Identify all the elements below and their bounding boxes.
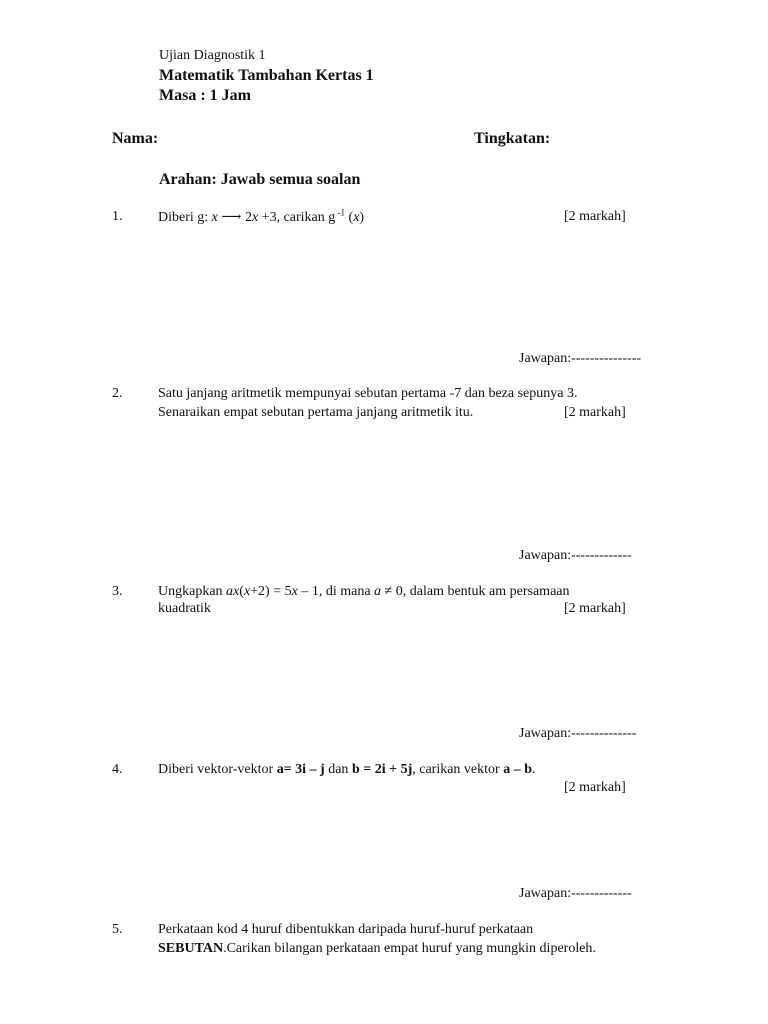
question-4-answer: Jawapan:------------- xyxy=(519,886,632,901)
question-1-marks: [2 markah] xyxy=(564,209,626,224)
question-1-answer: Jawapan:--------------- xyxy=(519,351,642,366)
question-1-text: Diberi g: x ⟶ 2x +3, carikan g $^{-1}$ (x) xyxy=(158,207,365,225)
subject-paper: Matematik Tambahan Kertas 1 xyxy=(159,67,374,84)
instruction: Arahan: Jawab semua soalan xyxy=(159,171,361,188)
question-2-line-1: Satu janjang aritmetik mempunyai sebutan pertama -7 dan beza sepunya 3. xyxy=(158,386,578,401)
question-5-line-1: Perkataan kod 4 huruf dibentukkan daripada huruf-huruf perkataan xyxy=(158,922,534,937)
question-2-line-2: Senaraikan empat sebutan pertama janjang aritmetik itu. xyxy=(158,405,474,420)
question-2-answer: Jawapan:------------- xyxy=(519,548,632,563)
question-3-number: 3. xyxy=(112,584,123,599)
question-2-marks: [2 markah] xyxy=(564,405,626,420)
question-3-answer: Jawapan:-------------- xyxy=(519,726,637,741)
name-label: Nama: xyxy=(112,130,159,147)
question-4-marks: [2 markah] xyxy=(564,780,626,795)
duration: Masa : 1 Jam xyxy=(159,87,251,104)
question-4-text: Diberi vektor-vektor a= 3i – j dan b = 2i + 5j, carikan vektor a – b. xyxy=(158,762,536,777)
question-3-line-1: Ungkapkan ax(x+2) = 5x – 1, di mana a ≠ 0, dalam bentuk am persamaan xyxy=(158,584,570,599)
question-3-marks: [2 markah] xyxy=(564,601,626,616)
question-5-number: 5. xyxy=(112,922,123,937)
question-5-line-2: SEBUTAN.Carikan bilangan perkataan empat huruf yang mungkin diperoleh. xyxy=(158,941,596,956)
test-title: Ujian Diagnostik 1 xyxy=(159,48,266,63)
question-1-number: 1. xyxy=(112,209,123,224)
question-4-number: 4. xyxy=(112,762,123,777)
question-2-number: 2. xyxy=(112,386,123,401)
question-3-line-2: kuadratik xyxy=(158,601,211,616)
form-label: Tingkatan: xyxy=(474,130,551,147)
